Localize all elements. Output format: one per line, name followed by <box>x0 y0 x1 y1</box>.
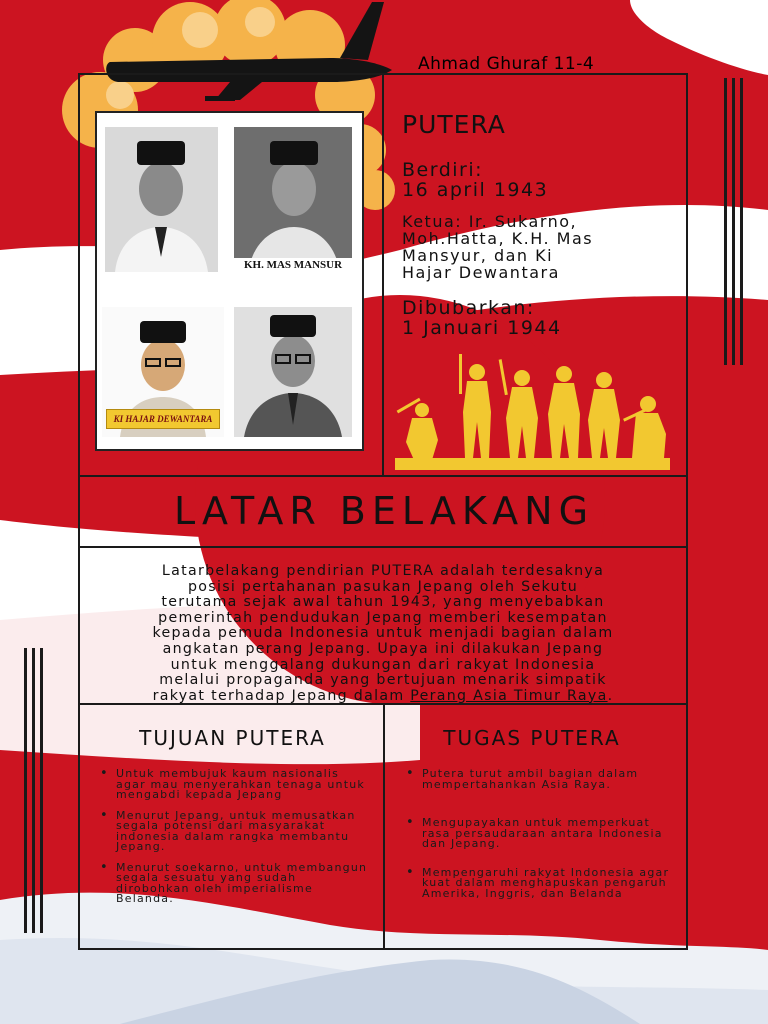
portrait-2-image <box>234 127 352 272</box>
tujuan-item: • Menurut soekarno, untuk membangun segala sesuatu yang sudah dirobohkan oleh imperialisme Belanda. <box>98 863 368 905</box>
dissolved-block <box>402 298 562 338</box>
tujuan-list <box>98 769 368 915</box>
tugas-item: • Mengupayakan untuk memperkuat rasa persaudaraan antara Indonesia dan Jepang. <box>404 818 674 850</box>
tujuan-item: • Untuk membujuk kaum nasionalis agar mau menyerahkan tenaga untuk mengabdi kepada Jepang <box>98 769 368 801</box>
background-heading: LATAR BELAKANG <box>173 489 595 533</box>
portrait-2-label: KH. MAS MANSUR <box>234 258 352 272</box>
paragraph-line-7: untuk menggalang dukungan dari rakyat Indonesia <box>170 656 596 673</box>
paragraph-line-5: kepada pemuda Indonesia untuk menjadi bagian dalam <box>152 625 614 642</box>
portrait-4-image <box>234 307 352 437</box>
divider-2 <box>79 546 687 548</box>
paragraph-line-6: angkatan perang Jepang. Upaya ini dilakukan Jepang <box>162 640 604 657</box>
paragraph-line-8: melalui propaganda yang bertujuan menarik simpatik <box>159 672 607 689</box>
leaders-block <box>402 213 593 281</box>
paragraph-line-2: posisi pertahanan pasukan Jepang oleh Sekutu <box>187 578 579 595</box>
tugas-item: • Putera turut ambil bagian dalam mempertahankan Asia Raya. <box>404 769 674 790</box>
tujuan-item: • Menurut Jepang, untuk memusatkan segala potensi dari masyarakat indonesia dalam rangka membantu Jepang. <box>98 811 368 853</box>
leaders-line-1: Ketua: Ir. Sukarno, <box>402 212 578 231</box>
author-name: Ahmad Ghuraf 11-4 <box>418 54 595 74</box>
portrait-2 <box>234 127 352 272</box>
portrait-3 <box>102 307 224 437</box>
founded-block <box>402 160 548 200</box>
founded-date: 16 april 1943 <box>402 179 549 201</box>
photo-panel <box>95 111 364 451</box>
divider-bottom-vertical <box>383 703 385 949</box>
dissolved-date: 1 Januari 1944 <box>402 317 562 339</box>
portrait-1 <box>105 127 218 272</box>
leaders-line-2: Moh.Hatta, K.H. Mas <box>402 229 594 248</box>
paragraph-line-1: Latarbelakang pendirian PUTERA adalah terdesaknya <box>161 563 605 579</box>
tugas-heading: TUGAS PUTERA <box>443 726 621 750</box>
paragraph-line-4: pemerintah pendudukan Jepang memberi kesempatan <box>158 609 608 626</box>
leaders-line-3: Mansyur, dan Ki <box>402 246 554 265</box>
portrait-4 <box>234 307 352 437</box>
background-paragraph <box>88 564 678 704</box>
divider-top-vertical <box>382 74 384 476</box>
perang-asia-timur-raya-link[interactable]: Perang Asia Timur Raya <box>410 687 608 704</box>
organization-title: PUTERA <box>402 110 506 139</box>
paragraph-line-9-end: . <box>607 687 614 704</box>
founded-label: Berdiri: <box>402 159 484 181</box>
portrait-1-image <box>105 127 218 272</box>
paragraph-line-9-text: rakyat terhadap Jepang dalam <box>152 687 411 704</box>
leaders-line-4: Hajar Dewantara <box>402 263 560 282</box>
paragraph-line-3: terutama sejak awal tahun 1943, yang menyebabkan <box>161 594 605 611</box>
paragraph-line-9 <box>88 689 678 705</box>
tugas-item: • Mempengaruhi rakyat Indonesia agar kuat dalam menghapuskan pengaruh Amerika, Inggris, dan Belanda <box>404 868 674 900</box>
tujuan-heading: TUJUAN PUTERA <box>139 726 326 750</box>
tugas-list <box>404 769 674 909</box>
portrait-3-ribbon: KI HAJAR DEWANTARA <box>106 409 220 429</box>
dissolved-label: Dibubarkan: <box>402 297 535 319</box>
